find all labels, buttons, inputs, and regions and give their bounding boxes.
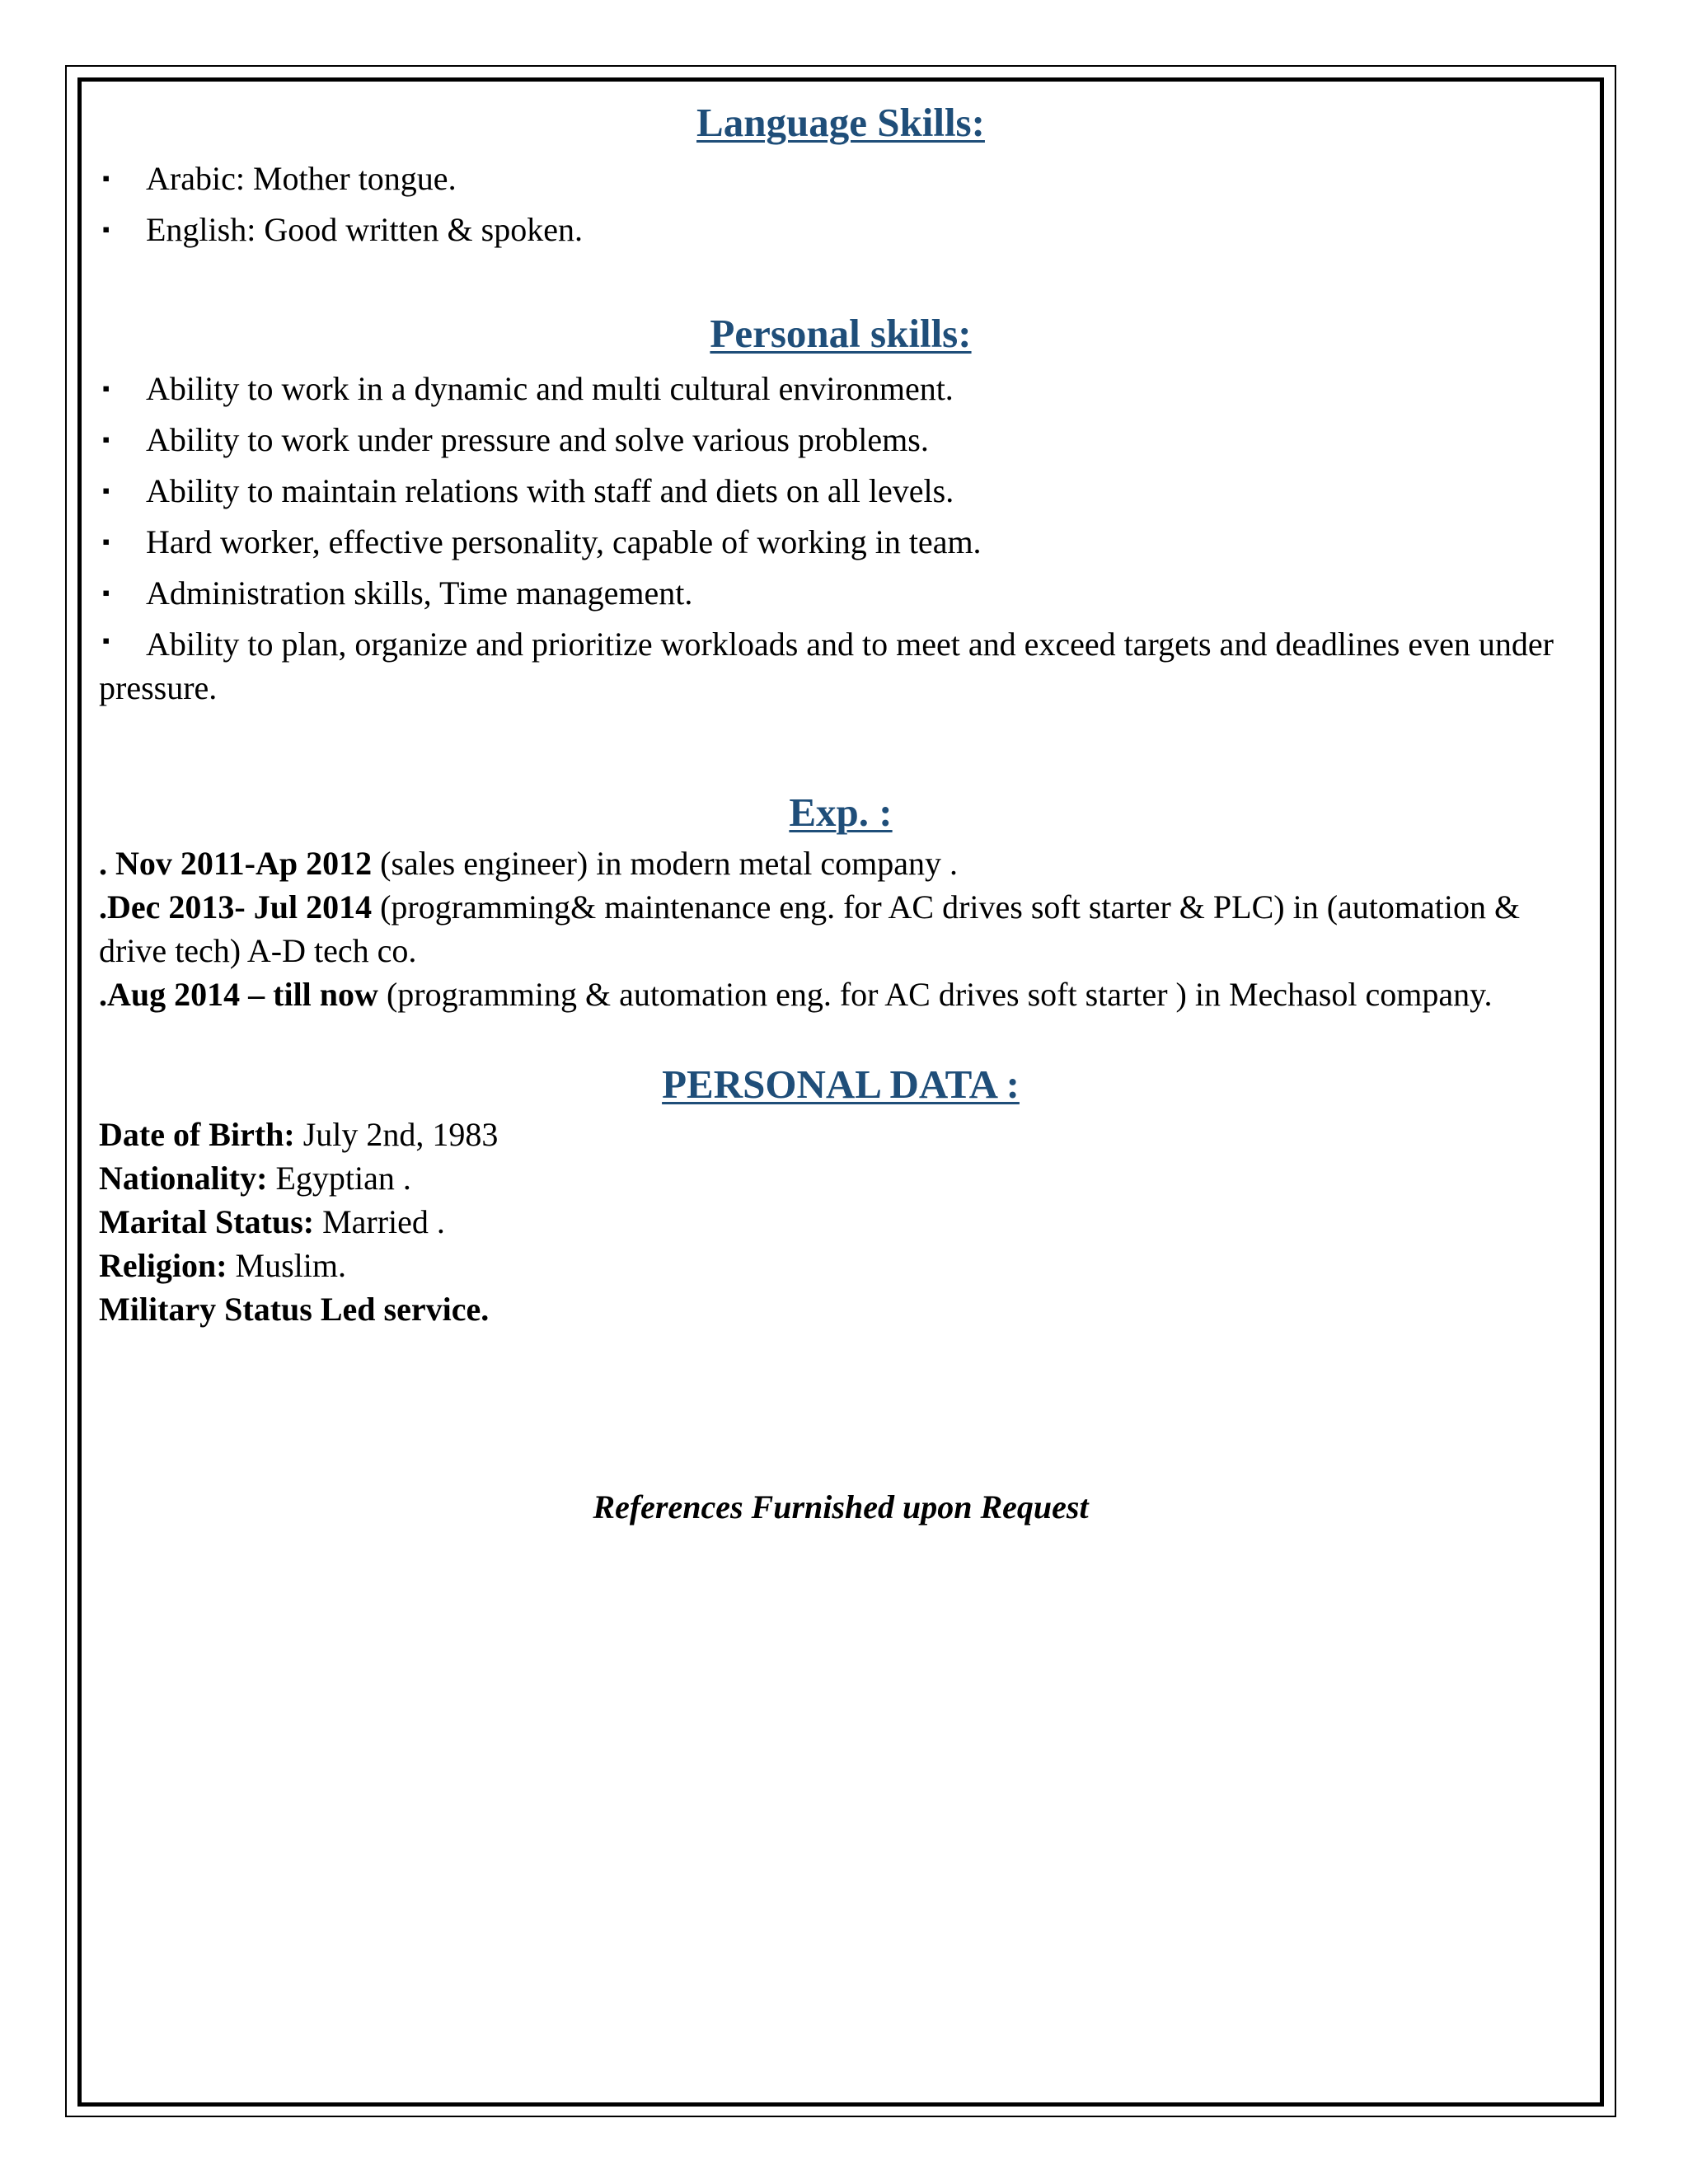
list-item (99, 363, 1582, 415)
bullet-icon: ▪ (102, 530, 110, 554)
personal-skills-list (99, 363, 1582, 710)
field-label: Date of Birth: (99, 1116, 295, 1153)
list-item (99, 153, 1582, 204)
skill-item-text: Ability to work in a dynamic and multi cultural environment. (146, 370, 954, 407)
experience-entry (99, 885, 1582, 972)
language-skills-list (99, 153, 1582, 255)
references-note: References Furnished upon Request (593, 1488, 1089, 1526)
experience-list (99, 841, 1582, 1016)
experience-heading (99, 790, 1582, 835)
experience-period: .Aug 2014 – till now (99, 976, 378, 1013)
experience-details: (programming& maintenance eng. for AC drives soft starter & PLC) in (automation & drive tech) A-D tech co. (99, 888, 1521, 969)
bullet-icon: ▪ (102, 218, 110, 241)
skill-item-text: Hard worker, effective personality, capable of working in team. (146, 523, 982, 560)
personal-data-title: PERSONAL DATA : (662, 1062, 1020, 1107)
bullet-icon: ▪ (102, 166, 110, 190)
field-label: Religion: (99, 1247, 227, 1284)
personal-data-row (99, 1287, 1582, 1331)
field-value: Married . (314, 1203, 445, 1240)
skill-item-text: Administration skills, Time management. (146, 574, 693, 612)
list-item (99, 415, 1582, 466)
personal-data-heading (99, 1062, 1582, 1107)
personal-skills-title: Personal skills: (710, 311, 972, 356)
bullet-icon: ▪ (102, 428, 110, 452)
language-skills-title: Language Skills: (696, 100, 985, 145)
field-value: Muslim. (227, 1247, 347, 1284)
field-label: Nationality: (99, 1160, 268, 1197)
skill-item-text: Ability to maintain relations with staff and diets on all levels. (146, 472, 954, 509)
personal-data-row (99, 1244, 1582, 1287)
experience-entry (99, 841, 1582, 885)
language-item-text: Arabic: Mother tongue. (146, 160, 457, 197)
experience-entry (99, 972, 1582, 1016)
bullet-icon: ▪ (102, 377, 110, 401)
list-item (99, 568, 1582, 619)
list-item (99, 622, 1582, 710)
experience-period: . Nov 2011-Ap 2012 (99, 845, 373, 882)
bullet-icon: ▪ (102, 581, 110, 605)
list-item (99, 517, 1582, 568)
language-item-text: English: Good written & spoken. (146, 211, 583, 248)
language-skills-heading (99, 101, 1582, 145)
personal-data-list (99, 1113, 1582, 1331)
field-label: Marital Status: (99, 1203, 315, 1240)
list-item (99, 204, 1582, 255)
skill-item-text: Ability to work under pressure and solve various problems. (146, 421, 929, 458)
experience-details: (programming & automation eng. for AC drives soft starter ) in Mechasol company. (377, 976, 1493, 1013)
personal-data-row (99, 1156, 1582, 1200)
list-item (99, 466, 1582, 517)
field-value: July 2nd, 1983 (294, 1116, 499, 1153)
experience-title: Exp. : (789, 790, 893, 835)
bullet-icon: ▪ (102, 479, 110, 503)
experience-details: (sales engineer) in modern metal company . (372, 845, 958, 882)
field-label: Military Status Led service. (99, 1291, 490, 1328)
personal-data-row (99, 1113, 1582, 1156)
bullet-icon: ▪ (102, 629, 110, 653)
personal-data-row (99, 1200, 1582, 1244)
personal-skills-heading (99, 312, 1582, 356)
experience-period: .Dec 2013- Jul 2014 (99, 888, 373, 926)
field-value: Egyptian . (267, 1160, 411, 1197)
skill-item-text: Ability to plan, organize and prioritize workloads and to meet and exceed targets and deadlines even under pressure. (99, 626, 1554, 706)
